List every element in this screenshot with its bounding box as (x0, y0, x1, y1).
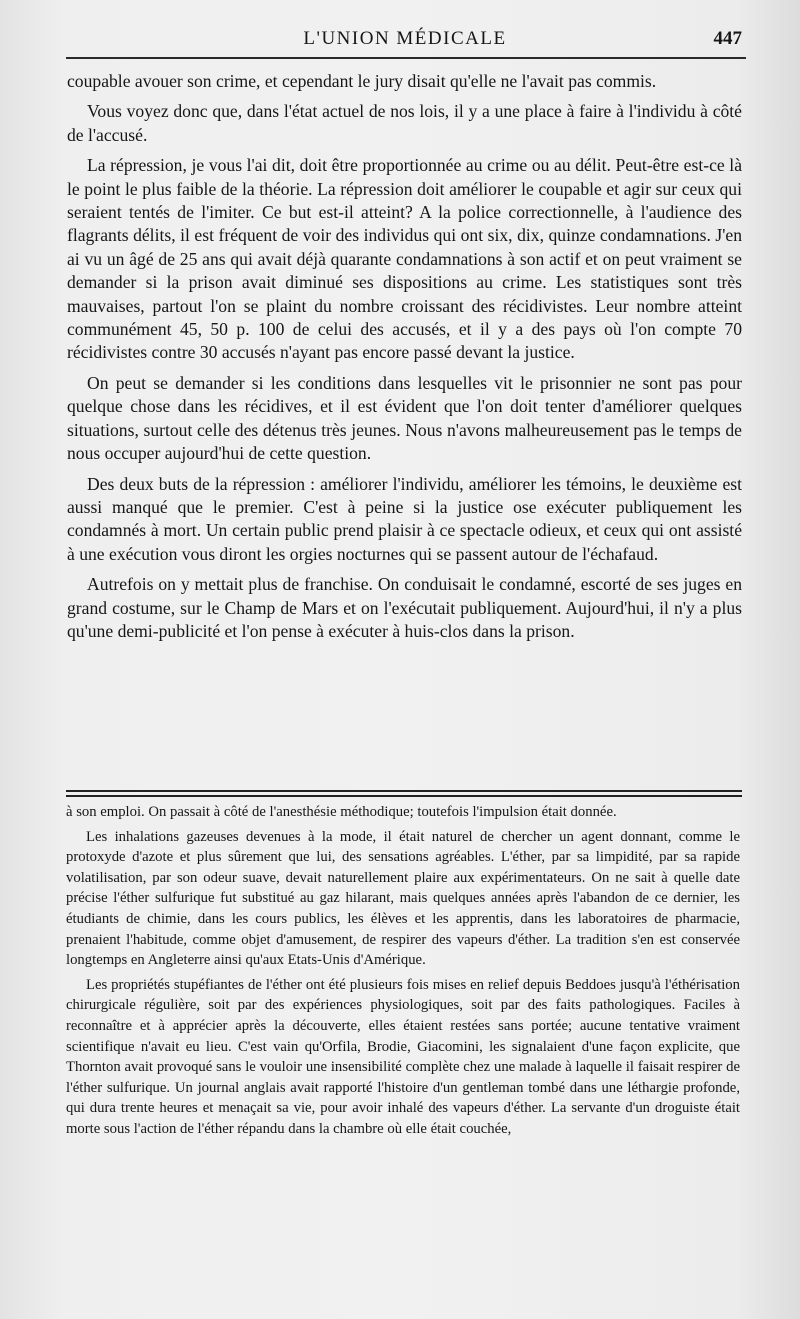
body-paragraph: On peut se demander si les conditions dans lesquelles vit le prisonnier ne sont pas pour quelque chose dans les récidives, et il est évident que l'on doit tenter d'améliorer quelques situations, surtout celle des détenus très jeunes. Nous n'avons malheureusement pas le temps de nous occuper aujourd'hui de cette question. (67, 372, 742, 464)
footnote-paragraph: Les inhalations gazeuses devenues à la mode, il était naturel de chercher un agent donnant, comme le protoxyde d'azote et plus sûrement que lui, des sensations agréables. L'éther, par sa limpidité, par sa rapide volatilisation, par son odeur suave, devait naturellement plaire aux expérimentateurs. On ne sait à quelle date précise l'éther sulfurique fut substitué au gaz hilarant, mais quelques années après l'abandon de ce dernier, les étudiants de chimie, dans les cours publics, les élèves et les apprentis, dans les laboratoires de pharmacie, prenaient l'habitude, comme objet d'amusement, de respirer des vapeurs d'éther. La tradition s'en est conservée longtemps en Angleterre ainsi qu'aux Etats-Unis d'Amérique. (66, 828, 740, 969)
journal-title: L'UNION MÉDICALE (303, 28, 507, 49)
header-rule (66, 57, 746, 59)
running-header (66, 26, 744, 54)
main-text (67, 70, 742, 650)
body-paragraph: coupable avouer son crime, et cependant le jury disait qu'elle ne l'avait pas commis. (67, 71, 657, 91)
footnote-separator (66, 790, 742, 797)
body-paragraph: Vous voyez donc que, dans l'état actuel de nos lois, il y a une place à faire à l'individu à côté de l'accusé. (67, 101, 742, 145)
footnote-paragraph: à son emploi. On passait à côté de l'anesthésie méthodique; toutefois l'impulsion était donnée. (66, 804, 617, 820)
footnotes (66, 802, 740, 1144)
footnote-paragraph: Les propriétés stupéfiantes de l'éther ont été plusieurs fois mises en relief depuis Beddoes jusqu'à l'éthérisation chirurgicale régulière, soit par des expériences physiologiques, soit par des faits pathologiques. Faciles à reconnaître et à apprécier après la découverte, elles étaient restées sans portée; aucune tentative vraiment scientifique n'avait eu lieu. C'est vain qu'Orfila, Brodie, Giacomini, les signalaient d'une façon explicite, que Thornton avait provoqué sans le vouloir une insensibilité complète chez une malade à laquelle il faisait respirer de l'éther sulfurique. Un journal anglais avait rapporté l'histoire d'un gentleman tombé dans une léthargie profonde, qui dura trente heures et menaçait sa vie, pour avoir inhalé des vapeurs d'éther. La servante d'un droguiste était morte sous l'action de l'éther répandu dans la chambre où elle était couchée, (66, 976, 740, 1137)
body-paragraph: La répression, je vous l'ai dit, doit être proportionnée au crime ou au délit. Peut-être est-ce là le point le plus faible de la théorie. La répression doit améliorer le coupable et agir sur ceux qui seraient tentés de l'imiter. Ce but est-il atteint? A la police correctionnelle, à l'audience des flagrants délits, il est fréquent de voir des individus qui ont six, dix, quinze condamnations. J'en ai vu un âgé de 25 ans qui avait déjà quarante condamnations à son actif et on peut vraiment se demander si la prison avait diminué ses dispositions au crime. Les statistiques sont très mauvaises, partout l'on se plaint du nombre croissant des récidivistes. Leur nombre atteint communément 45, 50 p. 100 de celui des accusés, et il y a des pays où l'on compte 70 récidivistes contre 30 accusés n'ayant pas encore passé devant la justice. (67, 155, 742, 363)
page-number: 447 (713, 28, 742, 49)
body-paragraph: Des deux buts de la répression : améliorer l'individu, améliorer les témoins, le deuxième est aussi manqué que le premier. C'est à peine si la justice ose exécuter publiquement les condamnés à mort. Un certain public prend plaisir à ce spectacle odieux, et ceux qui ont assisté à une exécution vous diront les orgies nocturnes qui se passent autour de l'échafaud. (67, 473, 742, 564)
body-paragraph: Autrefois on y mettait plus de franchise. On conduisait le condamné, escorté de ses juges en grand costume, sur le Champ de Mars et on l'exécutait publiquement. Aujourd'hui, il n'y a plus qu'une demi-publicité et l'on pense à exécuter à huis-clos dans la prison. (67, 574, 742, 641)
